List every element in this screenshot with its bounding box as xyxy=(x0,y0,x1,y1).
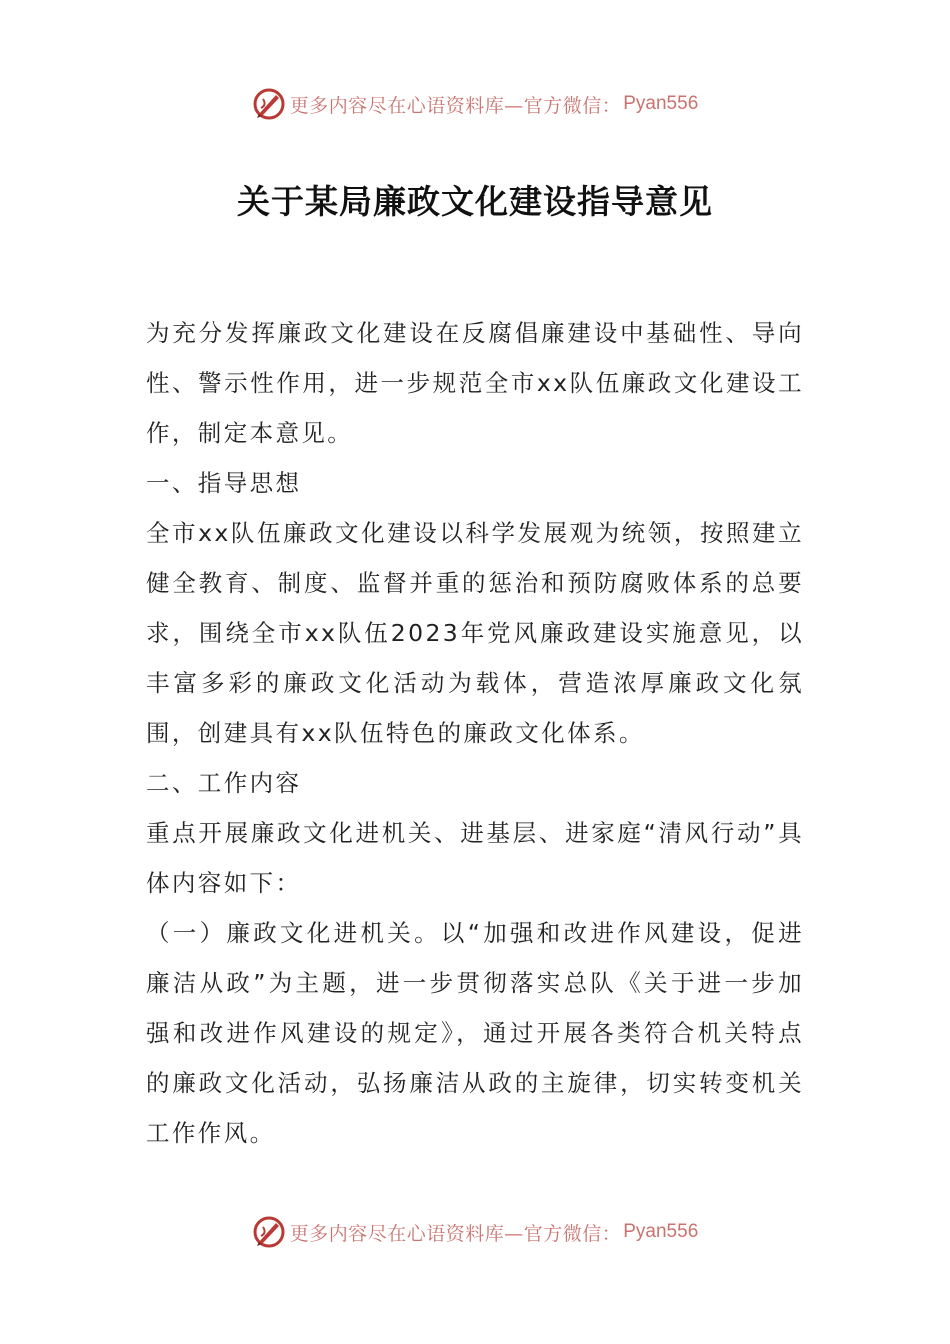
document-title: 关于某局廉政文化建设指导意见 xyxy=(237,182,713,221)
watermark-text: 更多内容尽在心语资料库—官方微信： xyxy=(289,1222,622,1245)
paragraph-guiding-ideology: 全市xx队伍廉政文化建设以科学发展观为统领，按照建立健全教育、制度、监督并重的惩治和预防腐败体系的总要求，围绕全市xx队伍2023年党风廉政建设实施意见，以丰富多彩的廉政文化活动为载体，营造浓厚廉政文化氛围，创建具有xx队伍特色的廉政文化体系。 xyxy=(146,519,804,747)
footer-watermark xyxy=(0,1212,950,1252)
watermark-id: Pyan556 xyxy=(623,1221,699,1242)
pen-logo-icon xyxy=(252,87,286,121)
paragraph-intro: 为充分发挥廉政文化建设在反腐倡廉建设中基础性、导向性、警示性作用，进一步规范全市xx队伍廉政文化建设工作，制定本意见。 xyxy=(146,319,804,447)
paragraph-work-content: 重点开展廉政文化进机关、进基层、进家庭“清风行动”具体内容如下： xyxy=(146,819,804,897)
watermark-text: 更多内容尽在心语资料库—官方微信： xyxy=(289,94,622,117)
heading-guiding-ideology: 一、指导思想 xyxy=(146,469,302,497)
heading-work-content: 二、工作内容 xyxy=(146,769,302,797)
document-body xyxy=(146,308,804,1158)
header-watermark xyxy=(0,84,950,124)
paragraph-into-offices: （一）廉政文化进机关。以“加强和改进作风建设，促进廉洁从政”为主题，进一步贯彻落实总队《关于进一步加强和改进作风建设的规定》，通过开展各类符合机关特点的廉政文化活动，弘扬廉洁从政的主旋律，切实转变机关工作作风。 xyxy=(146,919,804,1147)
pen-logo-icon xyxy=(252,1215,286,1249)
watermark-id: Pyan556 xyxy=(623,93,699,114)
